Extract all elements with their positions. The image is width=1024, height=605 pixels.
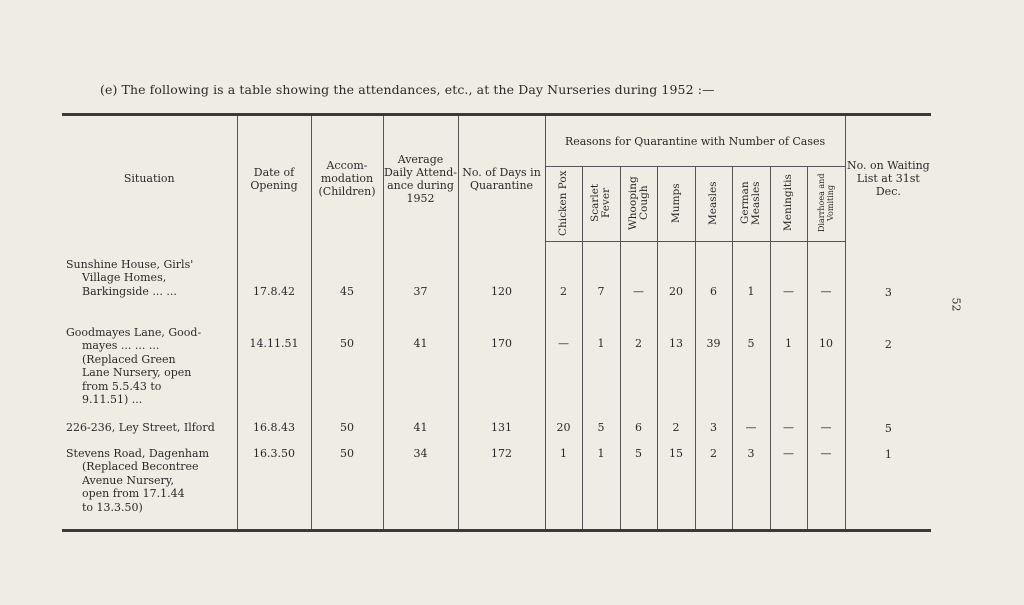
row-measles: 6 bbox=[695, 242, 732, 317]
row-situation: Sunshine House, Girls' Village Homes, Barkingside ... ... bbox=[66, 257, 194, 298]
row-mumps: 15 bbox=[657, 443, 695, 531]
row-meningitis: — bbox=[770, 242, 807, 317]
nurseries-table bbox=[62, 113, 931, 532]
row-diarrhoea: — bbox=[807, 417, 845, 443]
row-chicken-pox: 2 bbox=[545, 242, 582, 317]
row-mumps: 13 bbox=[657, 317, 695, 417]
row-whooping-cough: — bbox=[620, 242, 657, 317]
table-row bbox=[62, 443, 931, 531]
row-mumps: 20 bbox=[657, 242, 695, 317]
row-german-measles: 1 bbox=[732, 242, 770, 317]
header-scarlet-fever: Scarlet Fever bbox=[582, 167, 620, 242]
row-whooping-cough: 2 bbox=[620, 317, 657, 417]
row-german-measles: — bbox=[732, 417, 770, 443]
row-meningitis: — bbox=[770, 443, 807, 531]
row-date: 16.8.43 bbox=[237, 417, 311, 443]
row-situation: Goodmayes Lane, Good- mayes ... ... ... (Replaced Green Lane Nursery, open from 5.5.43 to 9.11.51) ... bbox=[66, 325, 202, 406]
row-chicken-pox: 20 bbox=[545, 417, 582, 443]
page-number: 52 bbox=[949, 297, 963, 312]
table-row bbox=[62, 242, 931, 317]
row-measles: 39 bbox=[695, 317, 732, 417]
row-scarlet-fever: 5 bbox=[582, 417, 620, 443]
row-waiting: 5 bbox=[845, 417, 931, 443]
row-whooping-cough: 5 bbox=[620, 443, 657, 531]
row-date: 16.3.50 bbox=[237, 443, 311, 531]
header-average-attendance: Average Daily Attend-ance during 1952 bbox=[383, 115, 458, 242]
row-days: 131 bbox=[458, 417, 545, 443]
row-diarrhoea: — bbox=[807, 242, 845, 317]
row-situation: 226-236, Ley Street, Ilford bbox=[66, 420, 215, 434]
row-accommodation: 50 bbox=[311, 417, 383, 443]
table-caption: (e) The following is a table showing the attendances, etc., at the Day Nurseries during 1952 :— bbox=[100, 82, 715, 97]
row-scarlet-fever: 7 bbox=[582, 242, 620, 317]
row-german-measles: 3 bbox=[732, 443, 770, 531]
row-scarlet-fever: 1 bbox=[582, 443, 620, 531]
row-chicken-pox: 1 bbox=[545, 443, 582, 531]
header-diarrhoea-vomiting: Diarrhoea and Vomiting bbox=[807, 167, 845, 242]
row-date: 14.11.51 bbox=[237, 317, 311, 417]
row-german-measles: 5 bbox=[732, 317, 770, 417]
row-date: 17.8.42 bbox=[237, 242, 311, 317]
header-meningitis: Meningitis bbox=[770, 167, 807, 242]
row-accommodation: 45 bbox=[311, 242, 383, 317]
row-days: 170 bbox=[458, 317, 545, 417]
header-situation: Situation bbox=[62, 115, 237, 242]
row-accommodation: 50 bbox=[311, 443, 383, 531]
row-diarrhoea: 10 bbox=[807, 317, 845, 417]
row-waiting: 2 bbox=[845, 317, 931, 417]
header-accommodation: Accom-modation (Children) bbox=[311, 115, 383, 242]
header-days-quarantine: No. of Days in Quarantine bbox=[458, 115, 545, 242]
header-whooping-cough: Whooping Cough bbox=[620, 167, 657, 242]
row-average: 41 bbox=[383, 317, 458, 417]
row-days: 172 bbox=[458, 443, 545, 531]
row-average: 41 bbox=[383, 417, 458, 443]
row-waiting: 1 bbox=[845, 443, 931, 531]
row-measles: 2 bbox=[695, 443, 732, 531]
row-scarlet-fever: 1 bbox=[582, 317, 620, 417]
row-chicken-pox: — bbox=[545, 317, 582, 417]
row-meningitis: — bbox=[770, 417, 807, 443]
row-situation: Stevens Road, Dagenham (Replaced Becontree Avenue Nursery, open from 17.1.44 to 13.3.50) bbox=[62, 443, 237, 531]
row-waiting: 3 bbox=[845, 242, 931, 317]
row-diarrhoea: — bbox=[807, 443, 845, 531]
header-date-of-opening: Date of Opening bbox=[237, 115, 311, 242]
table-row bbox=[62, 317, 931, 417]
row-meningitis: 1 bbox=[770, 317, 807, 417]
row-days: 120 bbox=[458, 242, 545, 317]
row-whooping-cough: 6 bbox=[620, 417, 657, 443]
table-row bbox=[62, 417, 931, 443]
header-chicken-pox: Chicken Pox bbox=[545, 167, 582, 242]
header-waiting-list: No. on Waiting List at 31st Dec. bbox=[845, 115, 931, 242]
row-accommodation: 50 bbox=[311, 317, 383, 417]
header-reasons-group: Reasons for Quarantine with Number of Cases bbox=[545, 115, 845, 167]
header-measles: Measles bbox=[695, 167, 732, 242]
header-german-measles: German Measles bbox=[732, 167, 770, 242]
row-average: 37 bbox=[383, 242, 458, 317]
row-mumps: 2 bbox=[657, 417, 695, 443]
row-average: 34 bbox=[383, 443, 458, 531]
row-measles: 3 bbox=[695, 417, 732, 443]
header-mumps: Mumps bbox=[657, 167, 695, 242]
